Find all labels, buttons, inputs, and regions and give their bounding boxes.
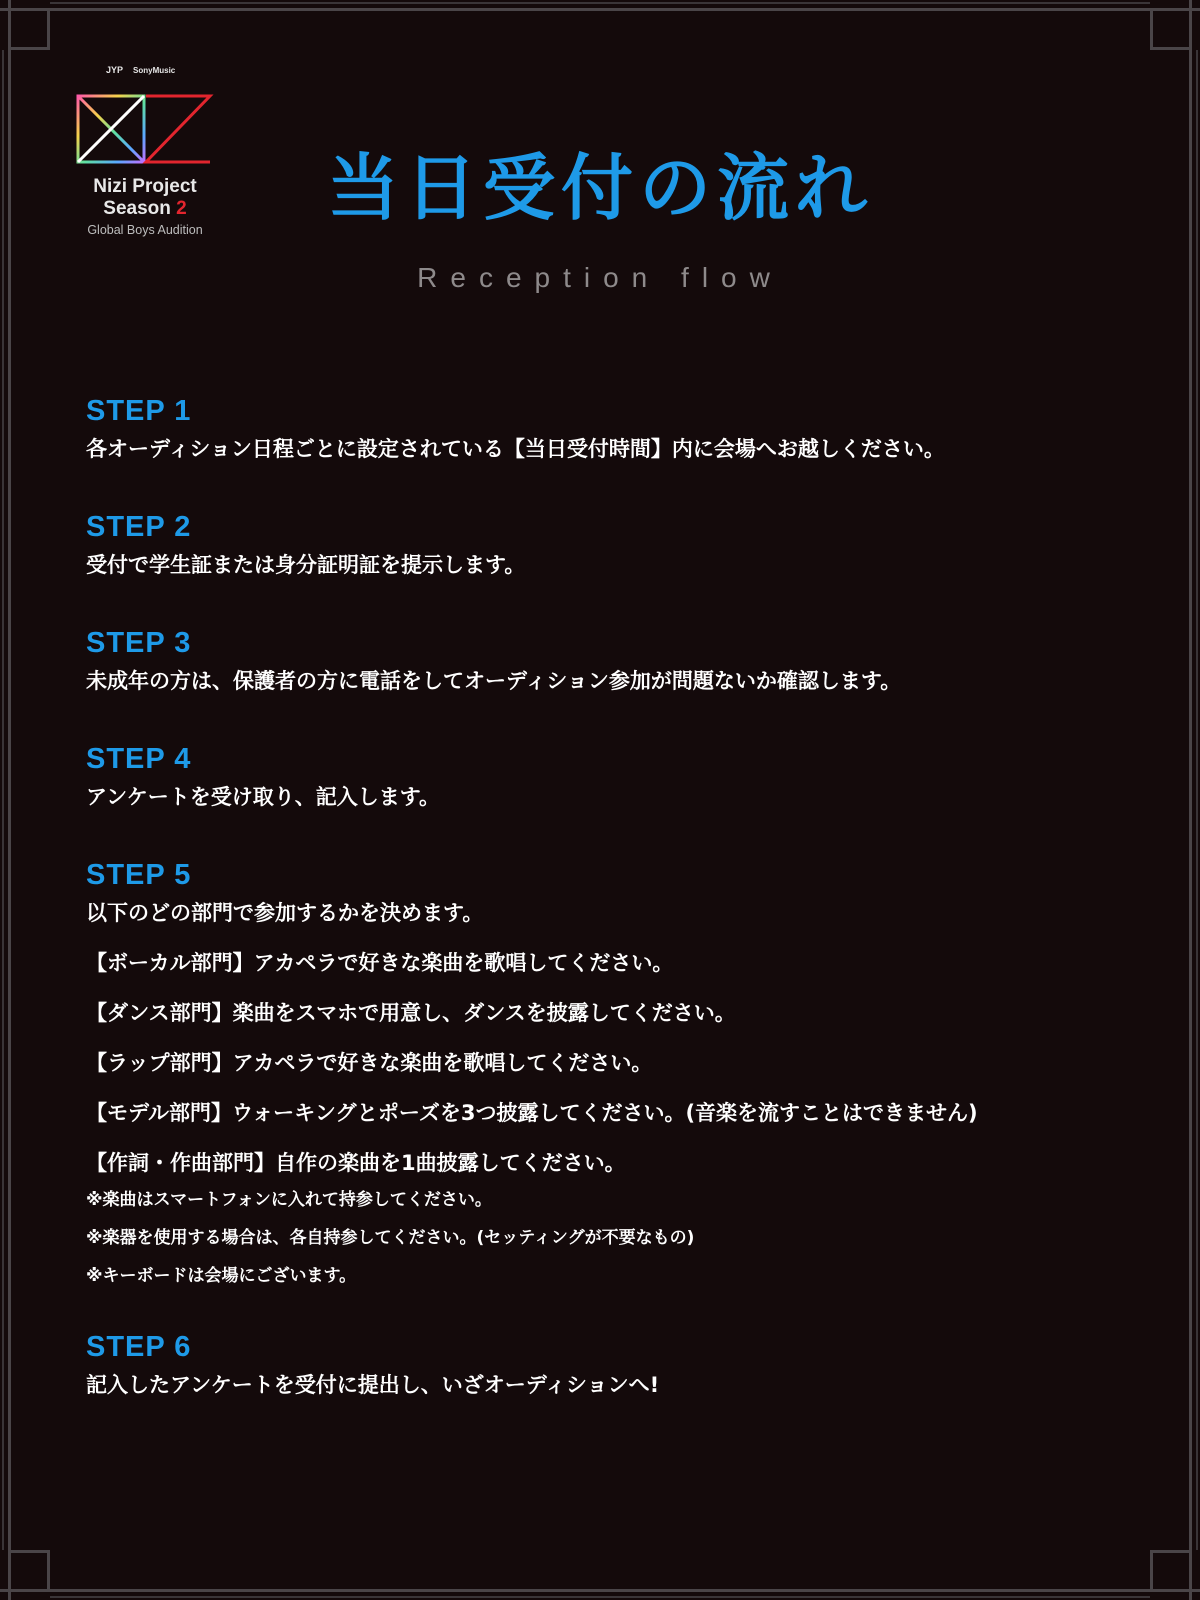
- frame-right: [1189, 0, 1192, 1600]
- note-keyboard: ※キーボードは会場にございます。: [86, 1266, 357, 1286]
- step-heading: STEP 5: [86, 859, 192, 891]
- step-2: [86, 508, 1126, 582]
- frame-corner-bottom-right: [1150, 1550, 1192, 1592]
- step-5: [86, 856, 1126, 1288]
- step-heading: STEP 2: [86, 511, 192, 543]
- frame-bottom-inner: [50, 1596, 1150, 1598]
- step-6: [86, 1328, 1126, 1402]
- frame-top: [0, 8, 1200, 11]
- step-4: [86, 740, 1126, 814]
- division-rap: 【ラップ部門】アカペラで好きな楽曲を歌唱してください。: [86, 1051, 653, 1075]
- frame-corner-bottom-left: [8, 1550, 50, 1592]
- sonymusic-logo: SonyMusic: [133, 66, 176, 75]
- frame-corner-top-left: [8, 8, 50, 50]
- jyp-logo: JYP: [106, 65, 124, 75]
- step-description: 以下のどの部門で参加するかを決めます。: [86, 901, 484, 925]
- step-1: [86, 392, 1126, 466]
- step-heading: STEP 3: [86, 627, 192, 659]
- logo-subtitle: Global Boys Audition: [87, 223, 203, 237]
- frame-bottom: [0, 1589, 1200, 1592]
- logo-title: Nizi Project: [93, 176, 197, 197]
- note-music-file: ※楽曲はスマートフォンに入れて持参してください。: [86, 1190, 492, 1210]
- frame-corner-top-right: [1150, 8, 1192, 50]
- frame-left: [8, 0, 11, 1600]
- note-instruments: ※楽器を使用する場合は、各自持参してください。(セッティングが不要なもの): [86, 1228, 695, 1248]
- step-description: アンケートを受け取り、記入します。: [86, 785, 441, 809]
- frame-top-inner: [50, 2, 1150, 4]
- logo-season-number: 2: [176, 198, 187, 219]
- step-3: [86, 624, 1126, 698]
- step-description: 未成年の方は、保護者の方に電話をしてオーディション参加が問題ないか確認します。: [86, 669, 902, 693]
- page-subtitle: Reception flow: [417, 262, 783, 293]
- steps-list: [86, 392, 1126, 1444]
- step-heading: STEP 1: [86, 395, 192, 427]
- step-description: 各オーディション日程ごとに設定されている【当日受付時間】内に会場へお越しください。: [86, 437, 945, 461]
- step-description: 記入したアンケートを受付に提出し、いざオーディションへ!: [86, 1373, 660, 1397]
- logo-season-word: Season: [103, 198, 171, 219]
- sponsor-logos: [106, 66, 175, 75]
- step-description: 受付で学生証または身分証明証を提示します。: [86, 553, 526, 577]
- step-heading: STEP 6: [86, 1331, 192, 1363]
- division-model: 【モデル部門】ウォーキングとポーズを3つ披露してください。(音楽を流すことはできません): [86, 1101, 978, 1125]
- division-vocal: 【ボーカル部門】アカペラで好きな楽曲を歌唱してください。: [86, 951, 674, 975]
- page-title: 当日受付の流れ: [326, 146, 873, 230]
- division-songwriting: 【作詞・作曲部門】自作の楽曲を1曲披露してください。: [86, 1151, 626, 1175]
- division-dance: 【ダンス部門】楽曲をスマホで用意し、ダンスを披露してください。: [86, 1001, 736, 1025]
- step-heading: STEP 4: [86, 743, 192, 775]
